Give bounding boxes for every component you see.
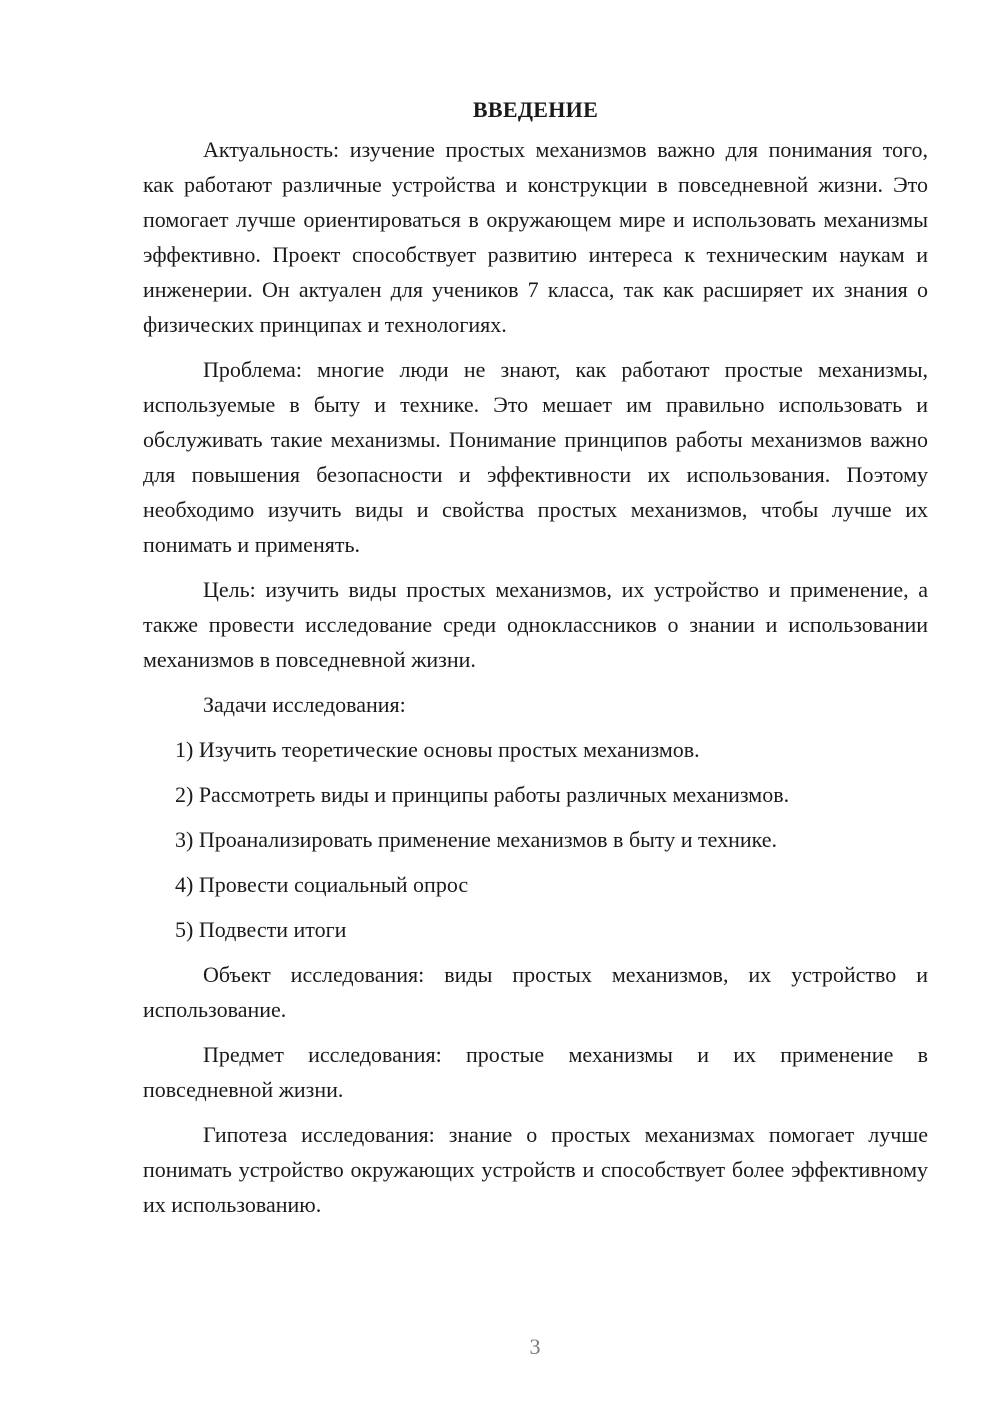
list-item: 3) Проанализировать применение механизмов в быту и технике. — [175, 827, 778, 852]
list-item: 2) Рассмотреть виды и принципы работы различных механизмов. — [175, 782, 790, 807]
tasks-list — [143, 732, 928, 947]
goal-paragraph: Цель: изучить виды простых механизмов, их устройство и применение, а также провести исследование среди одноклассников о знании и использовании механизмов в повседневной жизни. — [143, 577, 928, 672]
relevance-paragraph: Актуальность: изучение простых механизмов важно для понимания того, как работают различные устройства и конструкции в повседневной жизни. Это помогает лучше ориентироваться в окружающем мире и использовать механизмы эффективно. Проект способствует развитию интереса к техническим наукам и инженерии. Он актуален для учеников 7 класса, так как расширяет их знания о физических принципах и технологиях. — [143, 137, 928, 337]
subject-paragraph: Предмет исследования: простые механизмы и их применение в повседневной жизни. — [143, 1042, 928, 1102]
tasks-heading: Задачи исследования: — [203, 692, 406, 717]
list-item: 5) Подвести итоги — [175, 917, 347, 942]
hypothesis-paragraph: Гипотеза исследования: знание о простых механизмах помогает лучше понимать устройство окружающих устройств и способствует более эффективному их использованию. — [143, 1122, 928, 1217]
list-item: 4) Провести социальный опрос — [175, 872, 469, 897]
document-page — [143, 92, 928, 1232]
list-item: 1) Изучить теоретические основы простых механизмов. — [175, 737, 700, 762]
object-paragraph: Объект исследования: виды простых механизмов, их устройство и использование. — [143, 962, 928, 1022]
page-title: ВВЕДЕНИЕ — [472, 97, 599, 122]
problem-paragraph: Проблема: многие люди не знают, как работают простые механизмы, используемые в быту и технике. Это мешает им правильно использовать и обслуживать такие механизмы. Понимание принципов работы механизмов важно для повышения безопасности и эффективности их использования. Поэтому необходимо изучить виды и свойства простых механизмов, чтобы лучше их понимать и применять. — [143, 357, 928, 557]
page-number: 3 — [529, 1334, 541, 1359]
